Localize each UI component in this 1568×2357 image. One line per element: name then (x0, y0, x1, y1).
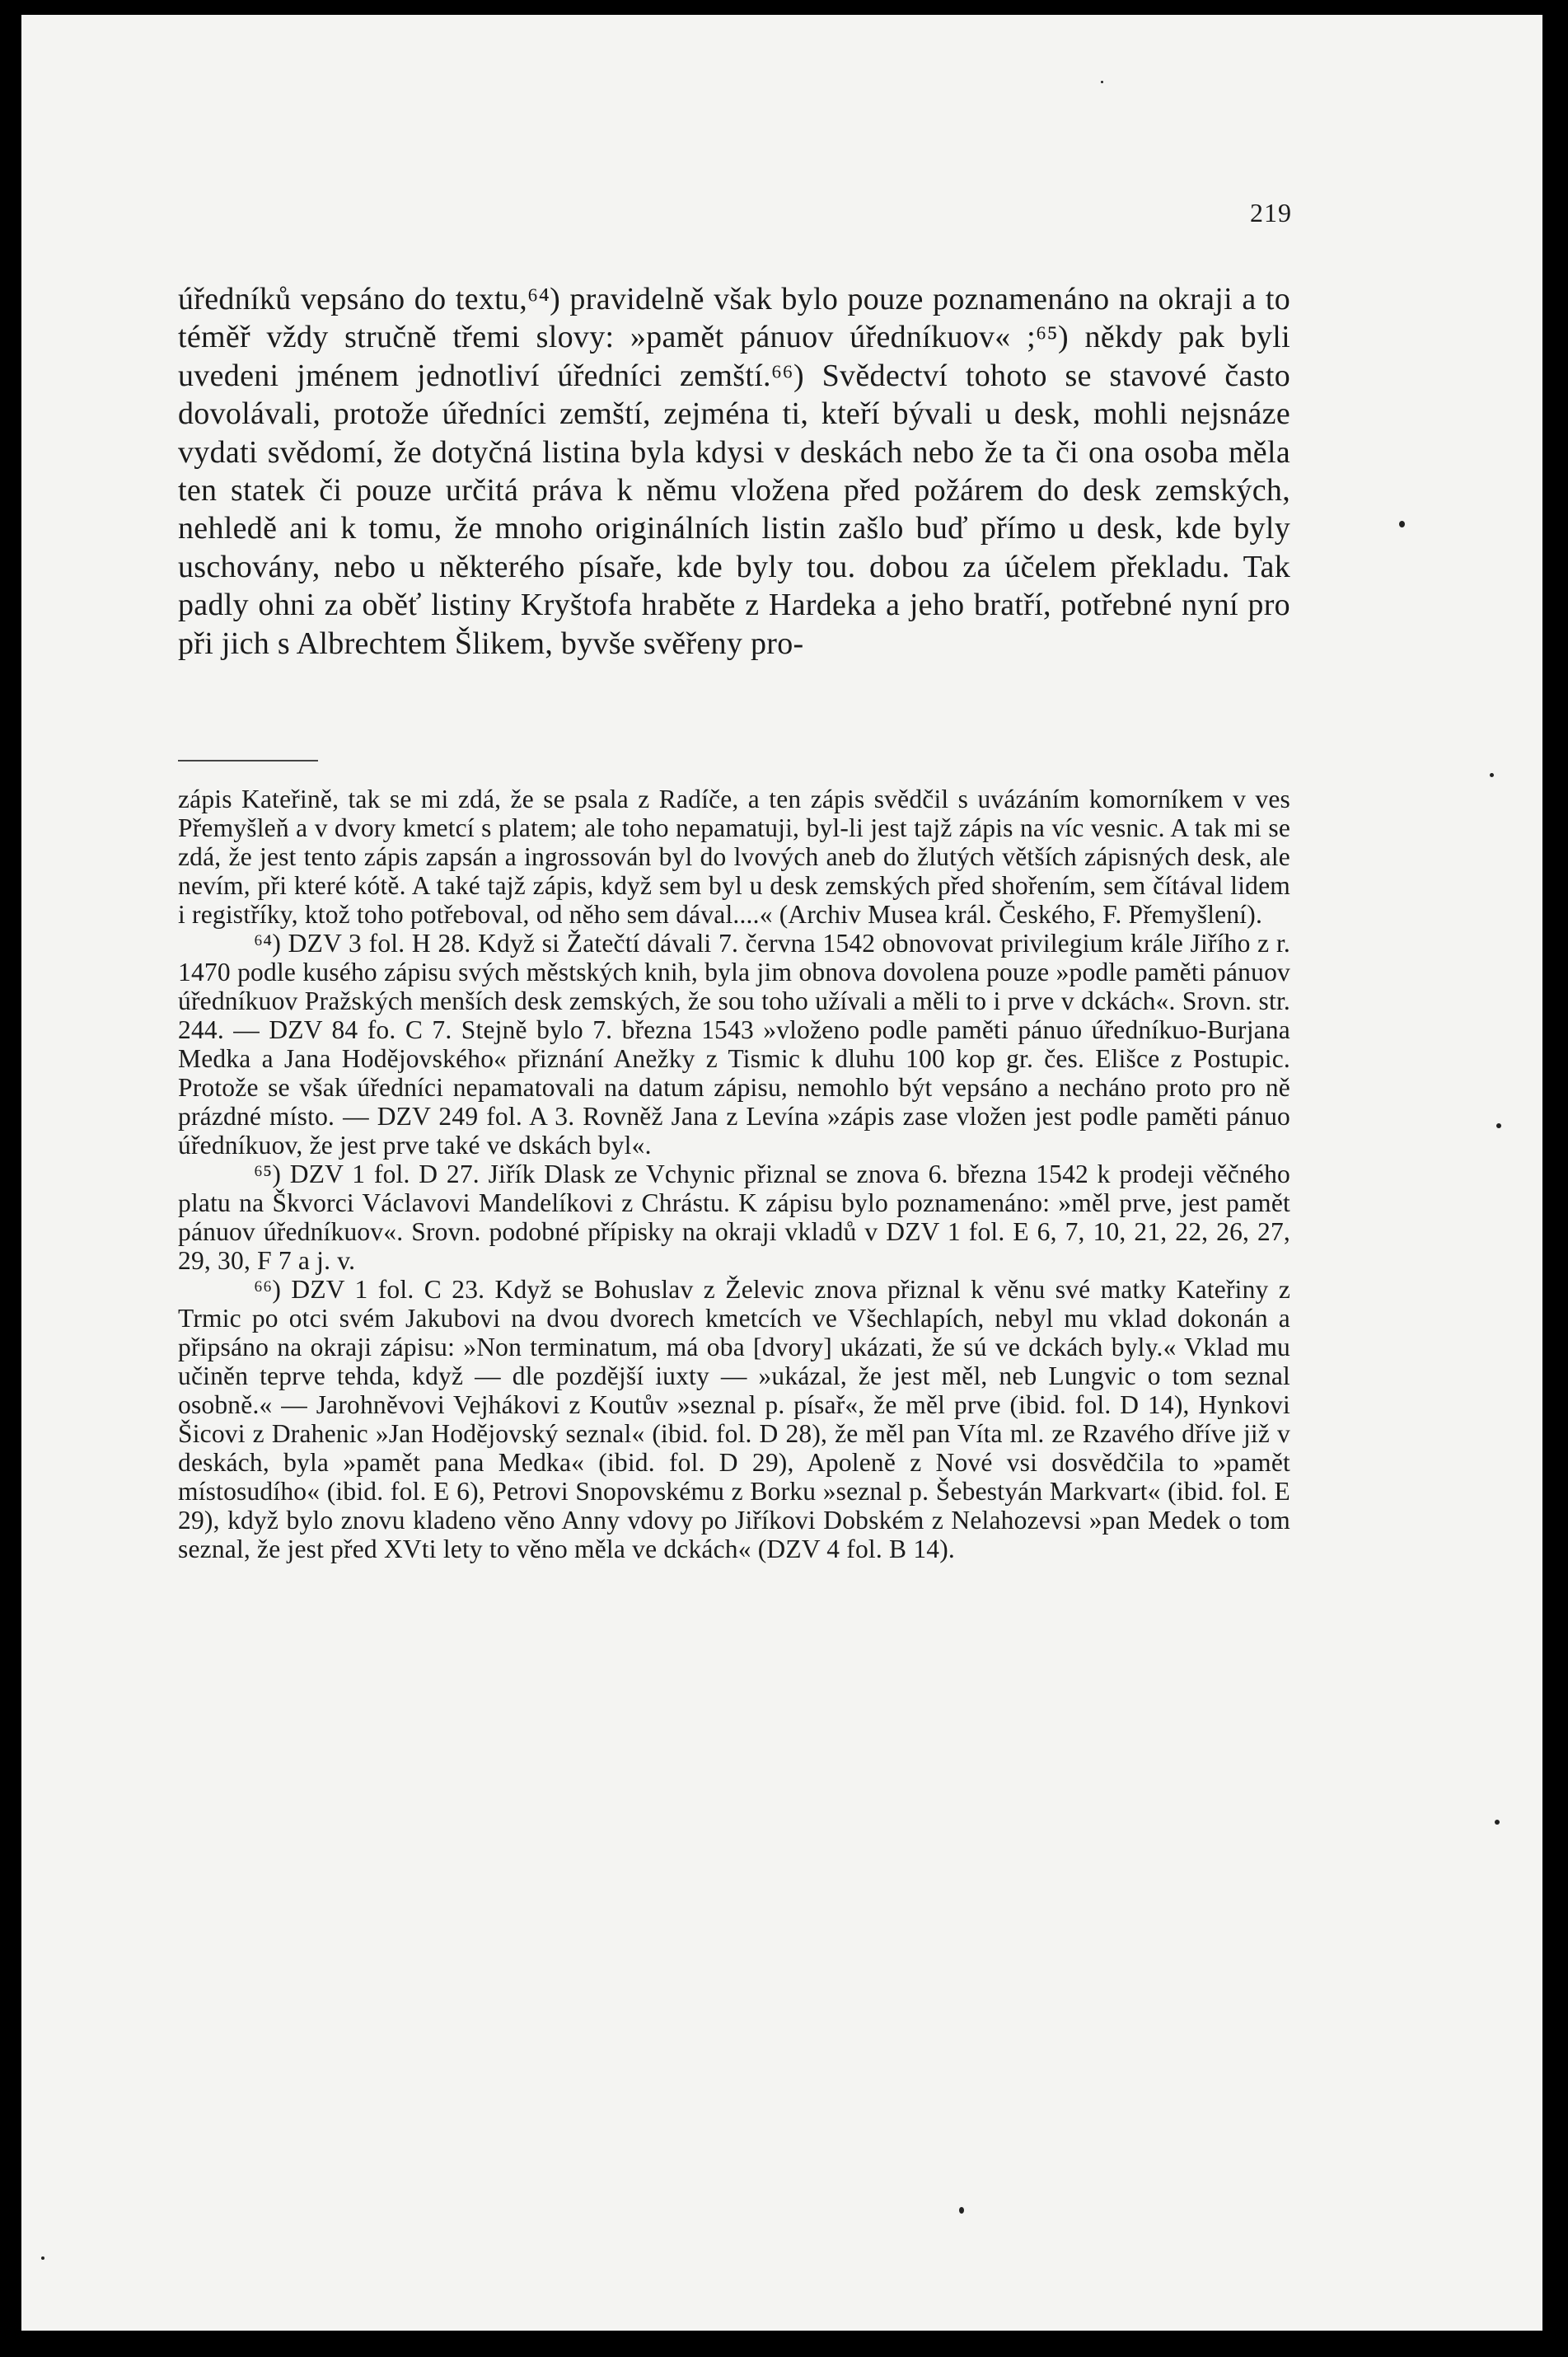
footnote-64: ⁶⁴) DZV 3 fol. H 28. Když si Žatečtí dávali 7. června 1542 obnovovat privilegium krále Jiřího z r. 1470 podle kusého zápisu svých městských knih, byla jim obnova dovolena pouze »podle paměti pánuov úředníkuov Pražských menších desk zemských, že sou toho užívali a měli to i prve v dckách«. Srovn. str. 244. — DZV 84 fo. C 7. Stejně bylo 7. března 1543 »vloženo podle paměti pánuo úředníkuo-Burjana Medka a Jana Hodějovského« přiznání Anežky z Tismic k dluhu 100 kop gr. čes. Elišce z Postupic. Protože se však úředníci nepamatovali na datum zápisu, nemohlo být vepsáno a necháno proto pro ně prázdné místo. — DZV 249 fol. A 3. Rovněž Jana z Levína »zápis zase vložen jest podle paměti pánuo úředníkuov, že jest prve také ve dskách byl«. (178, 929, 1290, 1160)
page-number: 219 (1250, 198, 1292, 227)
print-speck (959, 2207, 964, 2214)
footnote-continuation: zápis Kateřině, tak se mi zdá, že se psala z Radíče, a ten zápis svědčil s uvázáním komorníkem v ves Přemyšleň a v dvory kmetcí s platem; ale toho nepamatuji, byl-li jest tajž zápis na víc vesnic. A tak mi se zdá, že jest tento zápis zapsán a ingrossován byl do lvových aneb do žlutých větších zápisných desk, ale nevím, při které kótě. A také tajž zápis, když sem byl u desk zemských před shořením, sem čítával lidem i registříky, ktož toho potřeboval, od něho sem dával....« (Archiv Musea král. Českého, F. Přemyšlení). (178, 785, 1290, 929)
footnote-separator (178, 760, 318, 761)
main-paragraph: úředníků vepsáno do textu,⁶⁴) pravidelně však bylo pouze poznamenáno na okraji a to téměř vždy stručně třemi slovy: »pamět pánuov úředníkuov« ;⁶⁵) někdy pak byli uvedeni jménem jednotliví úředníci zemští.⁶⁶) Svědectví tohoto se stavové často dovolávali, protože úředníci zemští, zejména ti, kteří bývali u desk, mohli nejsnáze vydati svědomí, že dotyčná listina byla kdysi v deskách nebo že ta či ona osoba měla ten statek či pouze určitá práva k němu vloženа před požárem do desk zemských, nehledě ani k tomu, že mnoho originálních listin zašlo buď přímo u desk, kde byly uschovány, nebo u některého písaře, kde byly tou. dobou za účelem překladu. Tak padly ohni za oběť listiny Kryštofa hraběte z Hardeka a jeho bratří, potřebné nyní pro při jich s Albrechtem Šlikem, byvše svěřeny pro- (178, 282, 1290, 661)
main-text-block (178, 280, 1290, 663)
print-speck (1490, 773, 1494, 777)
footnotes-block (178, 785, 1290, 1563)
footnote-65: ⁶⁵) DZV 1 fol. D 27. Jiřík Dlask ze Vchynic přiznal se znova 6. března 1542 k prodeji věčného platu na Škvorci Václavovi Mandelíkovi z Chrástu. K zápisu bylo poznamenáno: »měl prve, jest pamět pánuov úředníkuov«. Srovn. podobné přípisky na okraji vkladů v DZV 1 fol. E 6, 7, 10, 21, 22, 26, 27, 29, 30, F 7 a j. v. (178, 1160, 1290, 1275)
print-speck (1399, 521, 1405, 527)
footnote-66: ⁶⁶) DZV 1 fol. C 23. Když se Bohuslav z Želevic znova přiznal k věnu své matky Kateřiny z Trmic po otci svém Jakubovi na dvou dvorech kmetcích ve Všechlapích, nebyl mu vklad dokonán a připsáno na okraji zápisu: »Non terminatum, má oba [dvory] ukázati, že sú ve dckách byly.« Vklad mu učiněn teprve tehda, když — dle pozdější iuxty — »ukázal, že jest měl, neb Lungvic o tom seznal osobně.« — Jarohněvovi Vejhákovi z Koutův »seznal p. písař«, že měl prve (ibid. fol. D 14), Hynkovi Šicovi z Drahenic »Jan Hodějovský seznal« (ibid. fol. D 28), že měl pan Víta ml. ze Rzavého dříve již v deskách, byla »pamět pana Medka« (ibid. fol. D 29), Apoleně z Nové vsi dosvědčila to »pamět místosudího« (ibid. fol. E 6), Petrovi Snopovskému z Borku »seznal p. Šebestyán Markvart« (ibid. fol. E 29), když bylo znovu kladeno věno Anny vdovy po Jiříkovi Dobském z Nelahozevsi »pan Medek o tom seznal, že jest před XVti lety to věno měla ve dckách« (DZV 4 fol. B 14). (178, 1275, 1290, 1563)
book-page (21, 15, 1542, 2331)
print-speck (41, 2256, 44, 2260)
print-speck (1496, 1123, 1501, 1128)
print-speck (1495, 1820, 1500, 1825)
print-speck (1101, 81, 1103, 83)
